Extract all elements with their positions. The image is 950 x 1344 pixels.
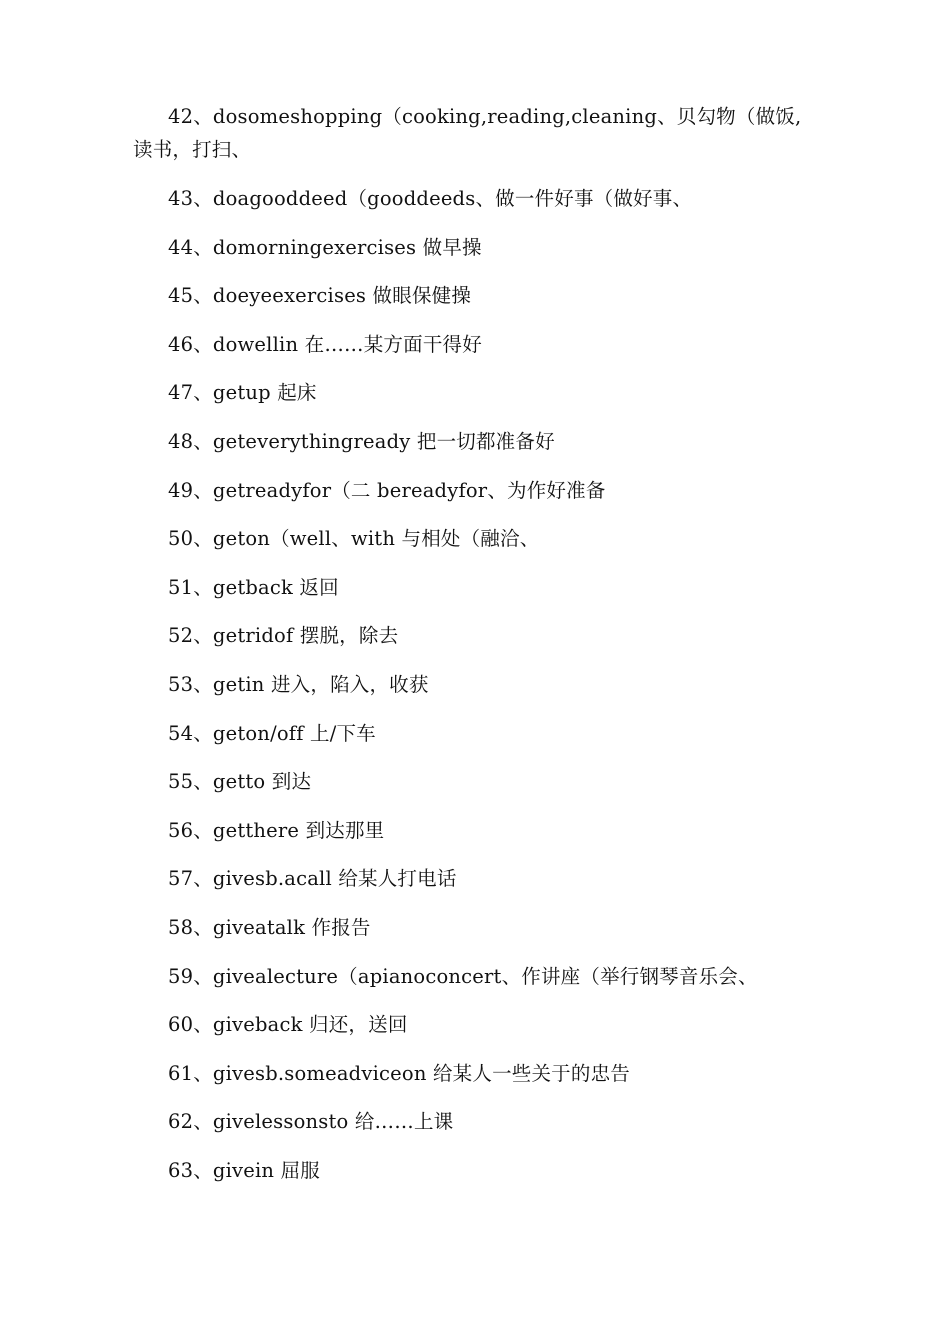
list-item: 46、dowellin 在……某方面干得好 [168,332,482,356]
list-item: 54、geton/off 上/下车 [168,721,376,745]
list-item: 57、givesb.acall 给某人打电话 [168,867,457,891]
list-item: 52、getridof 摆脱，除去 [168,624,399,648]
list-item: 58、giveatalk 作报告 [168,915,371,939]
list-item: 56、getthere 到达那里 [168,818,385,842]
list-item: 43、doagooddeed（gooddeeds、做一件好事（做好事、 [168,187,693,210]
list-item: 55、getto 到达 [168,770,312,794]
list-item: 60、giveback 归还，送回 [168,1013,408,1037]
list-item: 45、doeyeexercises 做眼保健操 [168,284,472,308]
list-item: 47、getup 起床 [168,381,317,405]
phrase-list [133,100,813,1202]
list-item: 42、dosomeshopping（cooking,reading,cleaning、贝勾物（做饭,读书，打扫、 [133,105,802,161]
list-item: 50、geton（well、with 与相处（融洽、 [168,527,540,551]
list-item: 59、givealecture（apianoconcert、作讲座（举行钢琴音乐会、 [168,964,758,988]
list-item: 49、getreadyfor（二 bereadyfor、为作好准备 [168,478,606,502]
list-item: 63、givein 屈服 [168,1158,320,1182]
list-item: 53、getin 进入，陷入，收获 [168,672,429,696]
list-item: 44、domorningexercises 做早操 [168,235,482,259]
list-item: 48、geteverythingready 把一切都准备好 [168,429,555,453]
list-item: 51、getback 返回 [168,575,339,599]
list-item: 62、givelessonsto 给……上课 [168,1110,454,1134]
list-item: 61、givesb.someadviceon 给某人一些关于的忠告 [168,1061,630,1085]
